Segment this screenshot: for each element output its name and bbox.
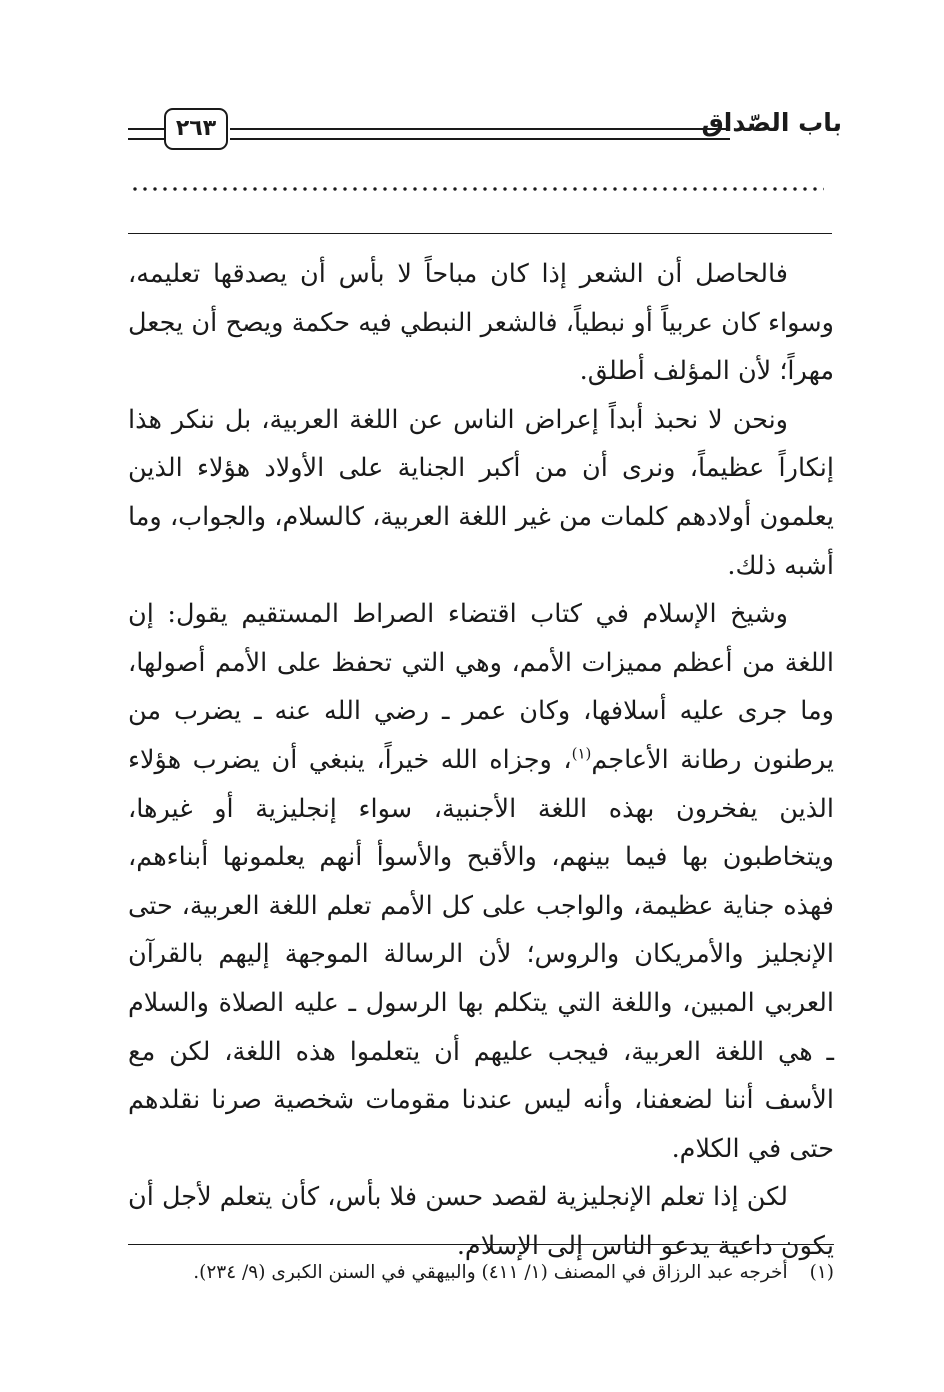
paragraph-text: ، وجزاه الله خيراً، ينبغي أن يضرب هؤلاء الذين يفخرون بهذه اللغة الأجنبية، سواء إنجليزية أو غيرها، ويتخاطبون بها فيما بينهم، والأقبح والأسوأ أنهم يعلمونها أبناءهم، فهذه جناية عظيمة، والواجب على كل الأمم تعلم اللغة العربية، حتى الإنجليز والأمريكان والروس؛ لأن الرسالة الموجهة إليهم بالقرآن العربي المبين، واللغة التي يتكلم بها الرسول ـ عليه الصلاة والسلام ـ هي اللغة العربية، فيجب عليهم أن يتعلموا هذه اللغة، لكن مع الأسف أننا لضعفنا، وأنه ليس عندنا مقومات شخصية صرنا نقلدهم حتى في الكلام. — [128, 744, 834, 1164]
paragraph-text: وشيخ الإسلام في كتاب اقتضاء الصراط المستقيم يقول: إن اللغة من أعظم مميزات الأمم، وهي التي تحفظ على الأمم أصولها، وما جرى عليه أسلافها، وكان عمر ـ رضي الله عنه ـ يضرب من يرطنون رطانة الأعاجم — [128, 599, 834, 775]
header-rule — [128, 138, 164, 140]
main-text — [128, 250, 834, 1270]
paragraph — [128, 590, 834, 1173]
running-title: باب الصّداق — [701, 108, 842, 137]
paragraph: لكن إذا تعلم الإنجليزية لقصد حسن فلا بأس، كأن يتعلم لأجل أن يكون داعية يدعو الناس إلى الإسلام. — [128, 1182, 834, 1261]
top-rule — [128, 233, 832, 234]
header-rule — [128, 128, 164, 130]
footnote — [128, 1258, 834, 1288]
footnote-number: (١) — [809, 1262, 834, 1283]
paragraph: فالحاصل أن الشعر إذا كان مباحاً لا بأس أن يصدقها تعليمه، وسواء كان عربياً أو نبطياً، فالشعر النبطي فيه حكمة ويصح أن يجعل مهراً؛ لأن المؤلف أطلق. — [128, 259, 834, 387]
footnote-reference[interactable]: (١) — [571, 744, 592, 763]
header-rule — [230, 128, 730, 130]
footnote-text: أخرجه عبد الرزاق في المصنف (١/ ٤١١) والبيهقي في السنن الكبرى (٩/ ٢٣٤). — [193, 1262, 788, 1283]
header-rule — [230, 138, 730, 140]
dotted-divider — [130, 186, 824, 192]
paragraph: ونحن لا نحبذ أبداً إعراض الناس عن اللغة العربية، بل ننكر هذا إنكاراً عظيماً، ونرى أن من أكبر الجناية على الأولاد هؤلاء الذين يعلمون أولادهم كلمات من غير اللغة العربية، كالسلام، والجواب، وما أشبه ذلك. — [128, 404, 834, 581]
footnote-rule — [128, 1244, 834, 1245]
page-number: ٢٦٣ — [175, 116, 217, 141]
page-number-badge — [164, 108, 228, 150]
